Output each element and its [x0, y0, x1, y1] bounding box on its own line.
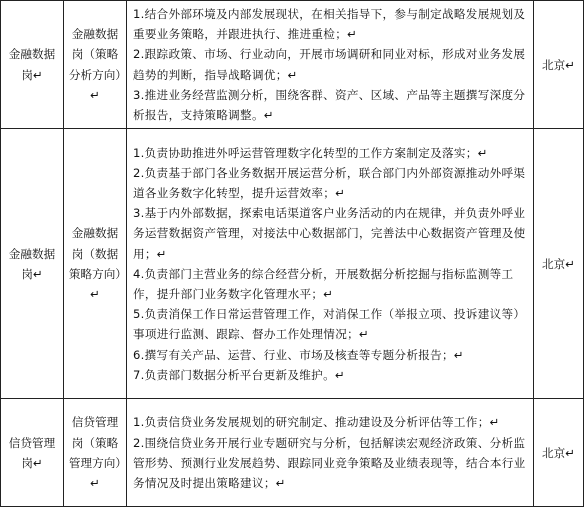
job-location: 北京↵ — [542, 445, 575, 460]
duty-item: 7.负责部门数据分析平台更新及维护。↵ — [133, 367, 345, 382]
job-duties-cell — [127, 129, 534, 399]
job-position: 金融数据岗（数据策略方向）↵ — [68, 226, 122, 301]
duty-item: 1.负责信贷业务发展规划的研究制定、推动建设及分析评估等工作；↵ — [133, 415, 500, 430]
job-position-cell — [64, 1, 127, 129]
job-position: 金融数据岗（策略分析方向）↵ — [68, 27, 122, 102]
job-category: 金融数据岗↵ — [8, 47, 56, 82]
job-location-cell — [534, 399, 584, 507]
job-category: 信贷管理岗↵ — [8, 435, 56, 470]
job-location: 北京↵ — [542, 57, 575, 72]
job-duties-cell — [127, 399, 534, 507]
job-location-cell — [534, 129, 584, 399]
duty-item: 1.负责协助推进外呼运营管理数字化转型的工作方案制定及落实；↵ — [133, 145, 488, 160]
duty-item: 2.围绕信贷业务开展行业专题研究与分析，包括解读宏观经济政策、分析监管形势、预测行业发展趋势、跟踪同业竞争策略及业绩表现等，结合本行业务情况及时提出策略建议；↵ — [133, 435, 526, 490]
job-position-cell — [64, 399, 127, 507]
table-row — [1, 399, 584, 507]
duty-item: 2.负责基于部门各业务数据开展运营分析，联合部门内外部资源推动外呼渠道各业务数字化转型，提升运营效率；↵ — [133, 165, 526, 200]
job-duties-cell — [127, 1, 534, 129]
duty-item: 3.推进业务经营监测分析，围绕客群、资产、区域、产品等主题撰写深度分析报告，支持策略调整。↵ — [133, 87, 526, 123]
duty-item: 3.基于内外部数据，探索电话渠道客户业务活动的内在规律，并负责外呼业务运营数据资产管理，对接法中心数据部门，完善法中心数据资产管理及使用；↵ — [133, 206, 526, 261]
job-location-cell — [534, 1, 584, 129]
table-row — [1, 1, 584, 129]
table-row — [1, 129, 584, 399]
duty-item: 6.撰写有关产品、运营、行业、市场及核查等专题分析报告；↵ — [133, 347, 464, 362]
duty-item: 4.负责部门主营业务的综合经营分析，开展数据分析挖掘与指标监测等工作，提升部门业务数字化管理水平；↵ — [133, 266, 514, 301]
job-position-cell — [64, 129, 127, 399]
job-category: 金融数据岗↵ — [8, 246, 56, 281]
job-location: 北京↵ — [542, 256, 575, 271]
duty-item: 2.跟踪政策、市场、行业动向，开展市场调研和同业对标，形成对业务发展趋势的判断，指导战略调优；↵ — [133, 47, 526, 82]
duty-item: 5.负责消保工作日常运营管理工作，对消保工作（举报立项、投诉建议等）事项进行监测、跟踪、督办工作处理情况；↵ — [133, 307, 526, 342]
duty-item: 1.结合外部环境及内部发展现状，在相关指导下，参与制定战略发展规划及重要业务策略，并跟进执行、推进重检；↵ — [133, 7, 526, 42]
job-category-cell — [1, 1, 64, 129]
job-position: 信贷管理岗（策略管理方向）↵ — [68, 415, 122, 490]
job-category-cell — [1, 129, 64, 399]
job-category-cell — [1, 399, 64, 507]
